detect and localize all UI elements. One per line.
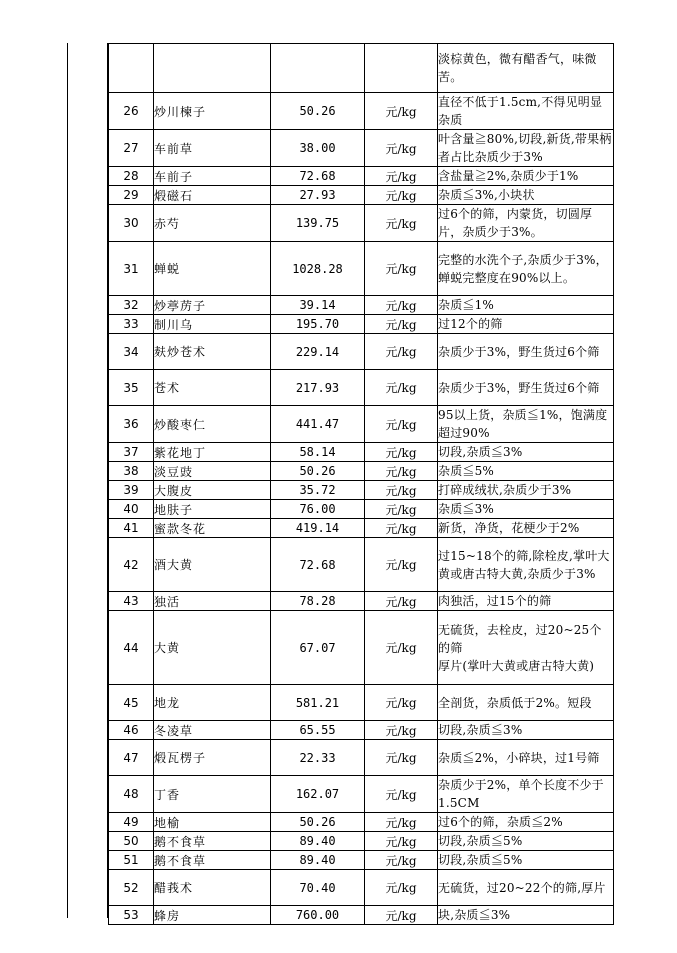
- herb-name: 煅磁石: [154, 186, 271, 205]
- row-number: 32: [109, 296, 154, 315]
- table-row: [109, 167, 614, 186]
- price-unit: 元/kg: [365, 93, 438, 130]
- price-unit: 元/kg: [365, 870, 438, 906]
- price-unit: 元/kg: [365, 481, 438, 500]
- spec-text: 无硫货，去栓皮，过20~25个的筛 厚片(掌叶大黄或唐古特大黄): [438, 611, 614, 685]
- table-row: [109, 186, 614, 205]
- price-unit: 元/kg: [365, 519, 438, 538]
- unit-price: 162.07: [271, 776, 365, 813]
- table-row: [109, 721, 614, 740]
- row-number: 43: [109, 592, 154, 611]
- row-number: 28: [109, 167, 154, 186]
- herb-name: 赤芍: [154, 205, 271, 242]
- herb-name: 地龙: [154, 685, 271, 721]
- row-number: 33: [109, 315, 154, 334]
- row-number: 45: [109, 685, 154, 721]
- price-unit: 元/kg: [365, 462, 438, 481]
- herb-name: 炒酸枣仁: [154, 406, 271, 443]
- table-row: [109, 685, 614, 721]
- table-row: [109, 500, 614, 519]
- herb-name: 地肤子: [154, 500, 271, 519]
- table-row: [109, 813, 614, 832]
- price-table-body: [109, 44, 614, 925]
- herb-name: 酒大黄: [154, 538, 271, 592]
- spec-text: 块,杂质≦3%: [438, 906, 614, 925]
- price-unit: 元/kg: [365, 851, 438, 870]
- row-number: 51: [109, 851, 154, 870]
- row-number: 34: [109, 334, 154, 370]
- unit-price: 419.14: [271, 519, 365, 538]
- table-row: [109, 611, 614, 685]
- price-unit: 元/kg: [365, 242, 438, 296]
- row-number: 46: [109, 721, 154, 740]
- unit-price: 89.40: [271, 851, 365, 870]
- herb-name: 煅瓦楞子: [154, 740, 271, 776]
- unit-price: 195.70: [271, 315, 365, 334]
- unit-price: 22.33: [271, 740, 365, 776]
- spec-text: 直径不低于1.5cm,不得见明显杂质: [438, 93, 614, 130]
- price-unit: 元/kg: [365, 315, 438, 334]
- price-unit: 元/kg: [365, 443, 438, 462]
- unit-price: 441.47: [271, 406, 365, 443]
- row-number: [109, 44, 154, 93]
- row-number: 39: [109, 481, 154, 500]
- unit-price: 139.75: [271, 205, 365, 242]
- unit-price: [271, 44, 365, 93]
- spec-text: 完整的水洗个子,杂质少于3%，蝉蜕完整度在90%以上。: [438, 242, 614, 296]
- price-unit: 元/kg: [365, 685, 438, 721]
- spec-text: 切段,杂质≦5%: [438, 832, 614, 851]
- price-unit: [365, 44, 438, 93]
- price-unit: 元/kg: [365, 205, 438, 242]
- herb-name: 蜜款冬花: [154, 519, 271, 538]
- table-row: [109, 481, 614, 500]
- herb-name: 车前草: [154, 130, 271, 167]
- spec-text: 过12个的筛: [438, 315, 614, 334]
- row-number: 30: [109, 205, 154, 242]
- table-row: [109, 205, 614, 242]
- unit-price: 78.28: [271, 592, 365, 611]
- unit-price: 38.00: [271, 130, 365, 167]
- spec-text: 杂质少于3%，野生货过6个筛: [438, 370, 614, 406]
- spec-text: 叶含量≧80%,切段,新货,带果柄者占比杂质少于3%: [438, 130, 614, 167]
- row-number: 42: [109, 538, 154, 592]
- spec-text: 95以上货，杂质≦1%，饱满度超过90%: [438, 406, 614, 443]
- herb-name: 大黄: [154, 611, 271, 685]
- table-row: [109, 443, 614, 462]
- row-number: 37: [109, 443, 154, 462]
- spec-text: 切段,杂质≦3%: [438, 721, 614, 740]
- unit-price: 58.14: [271, 443, 365, 462]
- unit-price: 35.72: [271, 481, 365, 500]
- unit-price: 72.68: [271, 167, 365, 186]
- table-row: [109, 906, 614, 925]
- spec-text: 无硫货，过20~22个的筛,厚片: [438, 870, 614, 906]
- row-number: 35: [109, 370, 154, 406]
- table-row: [109, 130, 614, 167]
- unit-price: 1028.28: [271, 242, 365, 296]
- table-row: [109, 242, 614, 296]
- spec-text: 切段,杂质≦5%: [438, 851, 614, 870]
- price-unit: 元/kg: [365, 538, 438, 592]
- price-unit: 元/kg: [365, 721, 438, 740]
- table-row: [109, 93, 614, 130]
- table-row: [109, 334, 614, 370]
- unit-price: 760.00: [271, 906, 365, 925]
- price-unit: 元/kg: [365, 592, 438, 611]
- herb-name: 地榆: [154, 813, 271, 832]
- herb-name: 独活: [154, 592, 271, 611]
- herb-name: 苍术: [154, 370, 271, 406]
- herb-name: 蜂房: [154, 906, 271, 925]
- herb-name: 丁香: [154, 776, 271, 813]
- unit-price: 67.07: [271, 611, 365, 685]
- spec-text: 杂质≦1%: [438, 296, 614, 315]
- table-row: [109, 538, 614, 592]
- unit-price: 89.40: [271, 832, 365, 851]
- unit-price: 217.93: [271, 370, 365, 406]
- spec-text: 打碎成绒状,杂质少于3%: [438, 481, 614, 500]
- price-unit: 元/kg: [365, 167, 438, 186]
- herb-name: 醋莪术: [154, 870, 271, 906]
- price-unit: 元/kg: [365, 130, 438, 167]
- table-row: [109, 370, 614, 406]
- price-unit: 元/kg: [365, 813, 438, 832]
- spec-text: 杂质少于3%，野生货过6个筛: [438, 334, 614, 370]
- spec-text: 含盐量≧2%,杂质少于1%: [438, 167, 614, 186]
- spec-text: 过6个的筛，杂质≦2%: [438, 813, 614, 832]
- herb-name: 淡豆豉: [154, 462, 271, 481]
- price-unit: 元/kg: [365, 370, 438, 406]
- unit-price: 27.93: [271, 186, 365, 205]
- table-row: [109, 776, 614, 813]
- unit-price: 581.21: [271, 685, 365, 721]
- unit-price: 229.14: [271, 334, 365, 370]
- price-unit: 元/kg: [365, 906, 438, 925]
- table-row: [109, 44, 614, 93]
- herb-name: 麸炒苍术: [154, 334, 271, 370]
- spec-text: 过15~18个的筛,除栓皮,掌叶大黄或唐古特大黄,杂质少于3%: [438, 538, 614, 592]
- row-number: 29: [109, 186, 154, 205]
- table-row: [109, 296, 614, 315]
- row-number: 53: [109, 906, 154, 925]
- unit-price: 70.40: [271, 870, 365, 906]
- spec-text: 全剖货，杂质低于2%。短段: [438, 685, 614, 721]
- price-unit: 元/kg: [365, 740, 438, 776]
- herb-name: [154, 44, 271, 93]
- herb-name: 鹅不食草: [154, 832, 271, 851]
- unit-price: 72.68: [271, 538, 365, 592]
- unit-price: 65.55: [271, 721, 365, 740]
- row-number: 49: [109, 813, 154, 832]
- table-row: [109, 832, 614, 851]
- price-table: [108, 43, 614, 925]
- unit-price: 50.26: [271, 93, 365, 130]
- row-number: 41: [109, 519, 154, 538]
- table-row: [109, 315, 614, 334]
- row-number: 38: [109, 462, 154, 481]
- price-unit: 元/kg: [365, 296, 438, 315]
- spec-text: 过6个的筛，内蒙货，切圆厚片，杂质少于3%。: [438, 205, 614, 242]
- row-number: 36: [109, 406, 154, 443]
- herb-name: 冬凌草: [154, 721, 271, 740]
- herb-name: 紫花地丁: [154, 443, 271, 462]
- table-row: [109, 406, 614, 443]
- herb-name: 鹅不食草: [154, 851, 271, 870]
- row-number: 40: [109, 500, 154, 519]
- row-number: 52: [109, 870, 154, 906]
- spec-text: 杂质≦2%，小碎块，过1号筛: [438, 740, 614, 776]
- herb-name: 车前子: [154, 167, 271, 186]
- price-unit: 元/kg: [365, 334, 438, 370]
- price-unit: 元/kg: [365, 832, 438, 851]
- spec-text: 新货，净货，花梗少于2%: [438, 519, 614, 538]
- row-number: 47: [109, 740, 154, 776]
- price-unit: 元/kg: [365, 186, 438, 205]
- table-row: [109, 851, 614, 870]
- table-row: [109, 592, 614, 611]
- spec-text: 淡棕黄色，微有醋香气，味微苦。: [438, 44, 614, 93]
- herb-name: 炒葶苈子: [154, 296, 271, 315]
- unit-price: 50.26: [271, 813, 365, 832]
- unit-price: 39.14: [271, 296, 365, 315]
- row-number: 31: [109, 242, 154, 296]
- table-row: [109, 870, 614, 906]
- price-unit: 元/kg: [365, 776, 438, 813]
- spec-text: 肉独活，过15个的筛: [438, 592, 614, 611]
- row-number: 50: [109, 832, 154, 851]
- table-row: [109, 519, 614, 538]
- unit-price: 76.00: [271, 500, 365, 519]
- unit-price: 50.26: [271, 462, 365, 481]
- spec-text: 杂质≦3%: [438, 500, 614, 519]
- table-row: [109, 462, 614, 481]
- herb-name: 蝉蜕: [154, 242, 271, 296]
- row-number: 26: [109, 93, 154, 130]
- spec-text: 杂质≦5%: [438, 462, 614, 481]
- herb-name: 炒川楝子: [154, 93, 271, 130]
- price-unit: 元/kg: [365, 500, 438, 519]
- row-number: 27: [109, 130, 154, 167]
- row-number: 44: [109, 611, 154, 685]
- spec-text: 杂质≦3%,小块状: [438, 186, 614, 205]
- herb-name: 制川乌: [154, 315, 271, 334]
- price-unit: 元/kg: [365, 406, 438, 443]
- table-row: [109, 740, 614, 776]
- herb-name: 大腹皮: [154, 481, 271, 500]
- spec-text: 切段,杂质≦3%: [438, 443, 614, 462]
- spec-text: 杂质少于2%，单个长度不少于1.5CM: [438, 776, 614, 813]
- row-number: 48: [109, 776, 154, 813]
- page-border-left: [67, 43, 68, 918]
- price-unit: 元/kg: [365, 611, 438, 685]
